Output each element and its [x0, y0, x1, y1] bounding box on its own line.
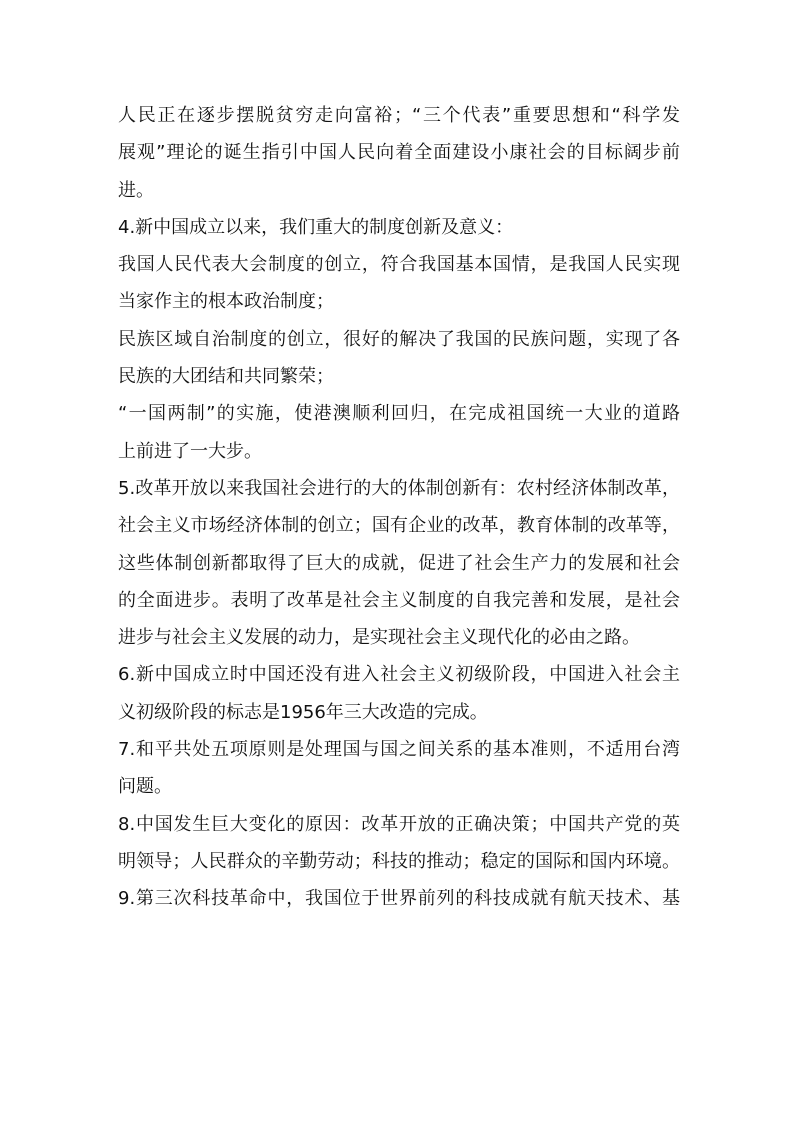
text-line: 7.和平共处五项原则是处理国与国之间关系的基本准则，不适用台湾 [118, 739, 680, 761]
text-line: 进。 [118, 179, 154, 201]
body-text [118, 97, 680, 918]
text-line: 展观”理论的诞生指引中国人民向着全面建设小康社会的目标阔步前 [118, 142, 680, 164]
text-line: 9.第三次科技革命中，我国位于世界前列的科技成就有航天技术、基 [118, 888, 680, 910]
text-line: 6.新中国成立时中国还没有进入社会主义初级阶段，中国进入社会主 [118, 664, 680, 686]
text-line: 社会主义市场经济体制的创立；国有企业的改革，教育体制的改革等， [118, 515, 680, 537]
text-line: 上前进了一大步。 [118, 440, 262, 462]
text-line: 5.改革开放以来我国社会进行的大的体制创新有：农村经济体制改革， [118, 477, 680, 499]
text-line: 人民正在逐步摆脱贫穷走向富裕；“三个代表”重要思想和“科学发 [118, 105, 680, 126]
text-line: 明领导；人民群众的辛勤劳动；科技的推动；稳定的国际和国内环境。 [118, 850, 680, 872]
text-line: 民族的大团结和共同繁荣； [118, 366, 334, 388]
text-line: 4.新中国成立以来，我们重大的制度创新及意义： [118, 216, 514, 238]
text-line: 我国人民代表大会制度的创立，符合我国基本国情，是我国人民实现 [118, 254, 680, 276]
text-line: 民族区域自治制度的创立，很好的解决了我国的民族问题，实现了各 [118, 328, 680, 350]
text-line: “一国两制”的实施，使港澳顺利回归，在完成祖国统一大业的道路 [118, 403, 680, 425]
text-line: 进步与社会主义发展的动力，是实现社会主义现代化的必由之路。 [118, 627, 640, 649]
text-line: 的全面进步。表明了改革是社会主义制度的自我完善和发展，是社会 [118, 589, 680, 611]
text-line: 义初级阶段的标志是1956年三大改造的完成。 [118, 701, 488, 723]
text-line: 当家作主的根本政治制度； [118, 291, 334, 313]
text-line: 8.中国发生巨大变化的原因：改革开放的正确决策；中国共产党的英 [118, 813, 680, 835]
text-line: 这些体制创新都取得了巨大的成就，促进了社会生产力的发展和社会 [118, 552, 680, 574]
text-line: 问题。 [118, 776, 172, 798]
